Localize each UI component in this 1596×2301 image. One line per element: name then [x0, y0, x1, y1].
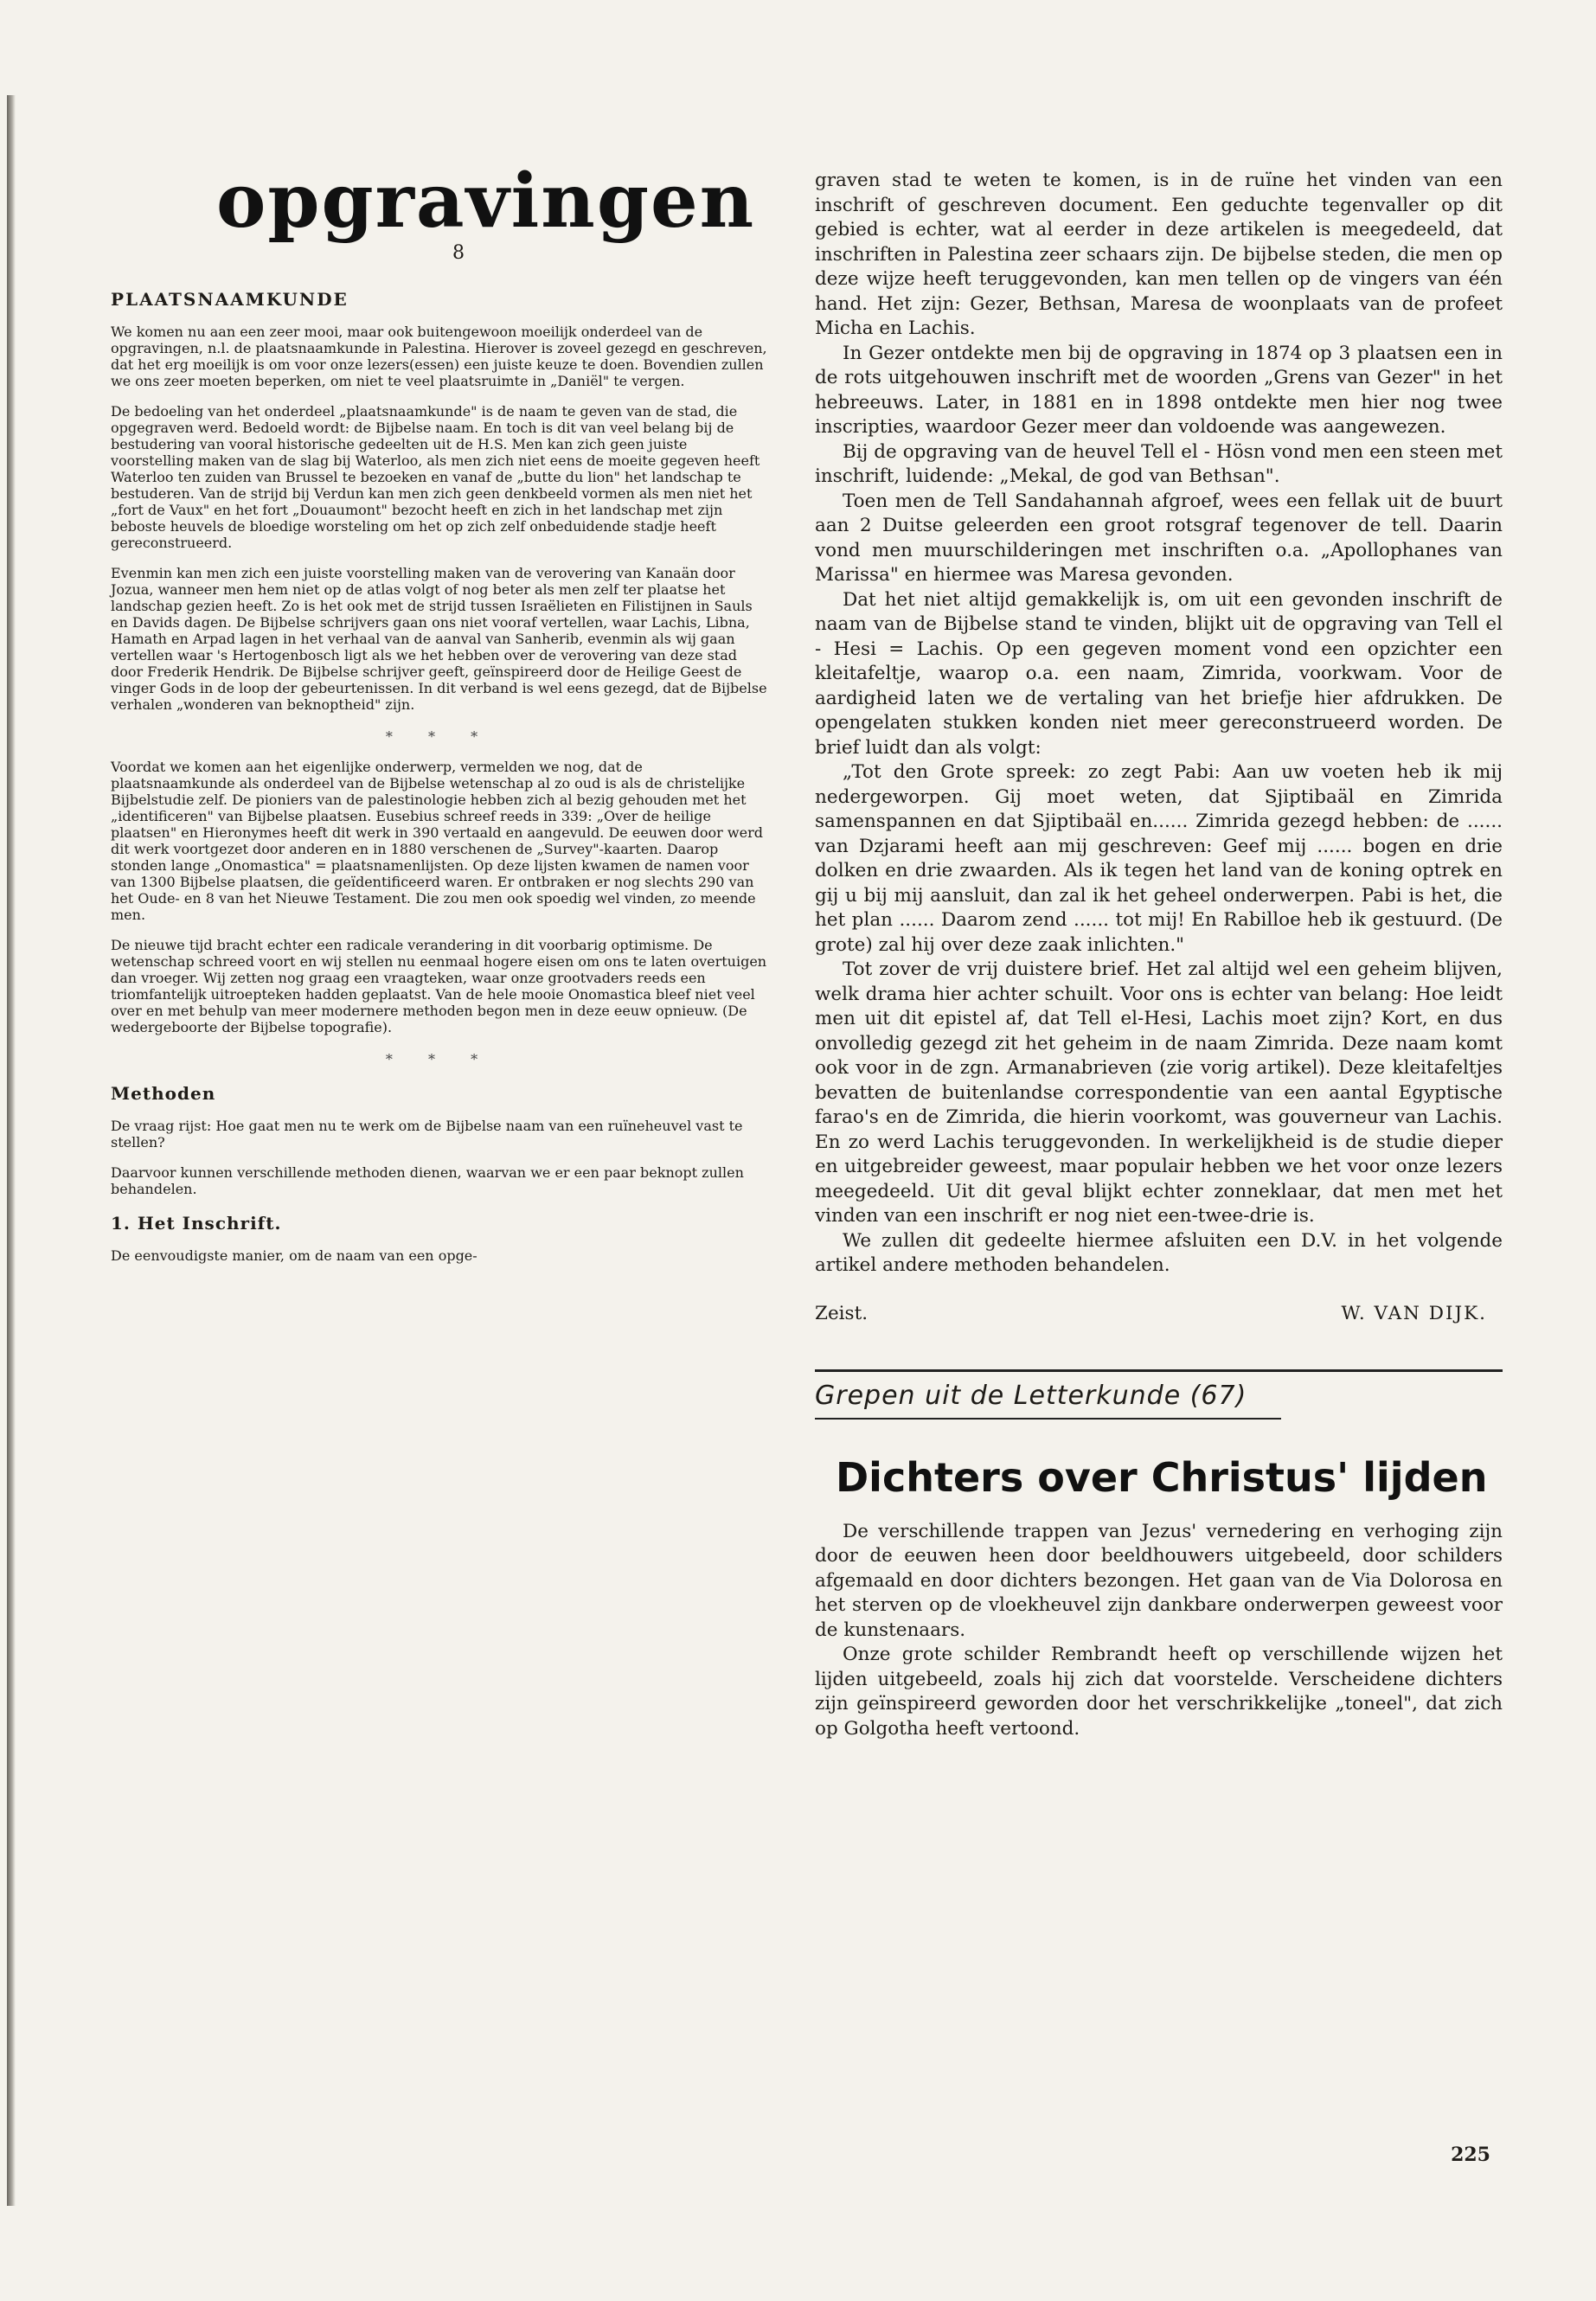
paragraph: De vraag rijst: Hoe gaat men nu te werk om de Bijbelse naam van een ruïneheuvel vast te stellen?	[111, 1118, 743, 1150]
section-divider-stars: * * *	[385, 728, 494, 745]
article-header	[216, 157, 756, 264]
paragraph: We komen nu aan een zeer mooi, maar ook buitengewoon moeilijk onderdeel van de opgravingen, n.l. de plaatsnaamkunde in Palestina. Hierover is zoveel gezegd en geschreven, dat het erg moeilijk is om voor onze lezers(essen) een juiste keuze te doen. Bovendien zullen we ons zeer moeten beperken, om niet te veel plaatsruimte in „Daniël" te vergen.	[111, 324, 767, 389]
signature-author: W. VAN DIJK.	[1341, 1302, 1487, 1324]
section-divider-stars: * * *	[385, 1051, 494, 1067]
paragraph: Evenmin kan men zich een juiste voorstelling maken van de verovering van Kanaän door Jozua, wanneer men hem niet op de atlas volgt of nog beter als men zelf ter plaatse het landschap gezien heeft. Zo is het ook met de strijd tussen Israëlieten en Filistijnen in Sauls en Davids dagen. De Bijbelse schrijvers gaan ons niet vooraf vertellen, waar Lachis, Libna, Hamath en Arpad lagen in het verhaal van de aanval van Sanherib, evenmin als wij gaan vertellen waar 's Hertogenbosch ligt als we het hebben over de verovering van deze stad door Frederik Hendrik. De Bijbelse schrijver geeft, geïnspireerd door de Heilige Geest de vinger Gods in de loop der gebeurtenissen. In dit verband is wel eens gezegd, dat de Bijbelse verhalen „wonderen van beknoptheid" zijn.	[111, 565, 767, 713]
article-title-opgravingen: opgravingen	[216, 157, 756, 245]
paragraph: In Gezer ontdekte men bij de opgraving in 1874 op 3 plaatsen een in de rots uitgehouwen inschrift met de woorden „Grens van Gezer" in het hebreeuws. Later, in 1881 en in 1898 ontdekte men hier nog twee inscripties, waardoor Gezer meer dan voldoende was aangewezen.	[815, 342, 1503, 438]
part-number: 8	[452, 242, 465, 264]
paragraph: Voordat we komen aan het eigenlijke onderwerp, vermelden we nog, dat de plaatsnaamkunde als onderdeel van de Bijbelse wetenschap al zo oud is als de christelijke Bijbelstudie zelf. De pioniers van de palestinologie hebben zich al bezig gehouden met het „identificeren" van Bijbelse plaatsen. Eusebius schreef reeds in 339: „Over de heilige plaatsen" en Hieronymes heeft dit werk in 390 vertaald en aangevuld. De eeuwen door werd dit werk voortgezet door anderen en in 1880 verschenen de „Survey"-kaarten. Daarop stonden lange „Onomastica" = plaatsnamenlijsten. Op deze lijsten kwamen de namen voor van 1300 Bijbelse plaatsen, die geïdentificeerd waren. Er ontbraken er nog slechts 290 van het Oude- en 8 van het Nieuwe Testament. Die zou men ook spoedig wel vinden, zo meende men.	[111, 759, 763, 923]
paragraph: Bij de opgraving van de heuvel Tell el - Hösn vond men een steen met inschrift, luidende: „Mekal, de god van Bethsan".	[815, 440, 1503, 487]
paragraph: De bedoeling van het onderdeel „plaatsnaamkunde" is de naam te geven van de stad, die opgegraven werd. Bedoeld wordt: de Bijbelse naam. En toch is dit van veel belang bij de bestudering van vooral historische gedeelten uit de H.S. Men kan zich geen juiste voorstelling maken van de slag bij Waterloo, als men zich niet eens de moeite gegeven heeft Waterloo ten zuiden van Brussel te bezoeken en vanaf de „butte du lion" het landschap te bestuderen. Van de strijd bij Verdun kan men zich geen denkbeeld vormen als men niet het „fort de Vaux" en het fort „Douaumont" bezocht heeft en zich in het landschap met zijn beboste heuvels de bloedige worsteling om het op zich zelf onbeduidende stadje heeft gereconstrueerd.	[111, 403, 760, 551]
paragraph: De eenvoudigste manier, om de naam van een opge-	[111, 1247, 478, 1264]
right-column	[815, 169, 1503, 1741]
article-title-dichters: Dichters over Christus' lijden	[836, 1453, 1488, 1501]
page-number: 225	[1451, 2144, 1490, 2166]
section-heading-inschrift: 1. Het Inschrift.	[111, 1213, 282, 1234]
series-heading: Grepen uit de Letterkunde (67)	[815, 1372, 1281, 1420]
paragraph: Toen men de Tell Sandahannah afgroef, wees een fellak uit de buurt aan 2 Duitse geleerden een groot rotsgraf tegenover de tell. Daarin vond men muurschilderingen met inschriften o.a. „Apollophanes van Marissa" en hiermee was Maresa gevonden.	[815, 490, 1503, 586]
paragraph: De nieuwe tijd bracht echter een radicale verandering in dit voorbarig optimisme. De wetenschap schreed voort en wij stellen nu eenmaal hogere eisen om ons te laten overtuigen dan vroeger. Wij zetten nog graag een vraagteken, waar onze grootvaders reeds een triomfantelijk uitroepteken hadden geplaatst. Van de hele mooie Onomastica bleef niet veel over en met behulp van meer modernere methoden begon men in deze eeuw opnieuw. (De wedergeboorte der Bijbelse topografie).	[111, 937, 767, 1035]
paragraph: graven stad te weten te komen, is in de ruïne het vinden van een inschrift of geschreven document. Een geduchte tegenvaller op dit gebied is echter, wat al eerder in deze artikelen is meegedeeld, dat inschriften in Palestina zeer schaars zijn. De bijbelse steden, die men op deze wijze heeft teruggevonden, kan men tellen op de vingers van één hand. Het zijn: Gezer, Bethsan, Maresa de woonplaats van de profeet Micha en Lachis.	[815, 170, 1503, 339]
signature-line	[815, 1303, 1503, 1324]
page-edge-shadow	[7, 95, 16, 2206]
paragraph: De verschillende trappen van Jezus' vernedering en verhoging zijn door de eeuwen heen door beeldhouwers uitgebeeld, door schilders afgemaald en door dichters bezongen. Het gaan van de Via Dolorosa en het sterven op de vloekheuvel zijn dankbare onderwerpen geweest voor de kunstenaars.	[815, 1520, 1503, 1641]
paragraph: Daarvoor kunnen verschillende methoden dienen, waarvan we er een paar beknopt zullen behandelen.	[111, 1164, 744, 1197]
paragraph: Tot zover de vrij duistere brief. Het zal altijd wel een geheim blijven, welk drama hier achter schuilt. Voor ons is echter van belang: Hoe leidt men uit dit epistel af, dat Tell el-Hesi, Lachis moet zijn? Kort, en dus onvolledig gezegd zit het geheim in de naam Zimrida. Deze naam komt ook voor in de zgn. Armanabrieven (zie vorig artikel). Deze kleitafeltjes bevatten de buitenlandse correspondentie van een aantal Egyptische farao's en de Zimrida, die hierin voorkomt, was gouverneur van Lachis. En zo werd Lachis teruggevonden. In werkelijkheid is de studie dieper en uitgebreider geweest, maar populair hebben we het voor onze lezers meegedeeld. Uit dit geval blijkt echter zonneklaar, dat men met het vinden van een inschrift er nog niet een-twee-drie is.	[815, 958, 1503, 1227]
paragraph: Dat het niet altijd gemakkelijk is, om uit een gevonden inschrift de naam van de Bijbelse stand te vinden, blijkt uit de opgraving van Tell el - Hesi = Lachis. Op een gegeven moment vond een opzichter een kleitafeltje, waarop o.a. een naam, Zimrida, voorkwam. Voor de aardigheid laten we de vertaling van het briefje hier afdrukken. De opengelaten stukken konden niet meer gereconstrueerd worden. De brief luidt dan als volgt:	[815, 588, 1503, 759]
signature-place: Zeist.	[815, 1302, 869, 1324]
paragraph: We zullen dit gedeelte hiermee afsluiten een D.V. in het volgende artikel andere methoden behandelen.	[815, 1229, 1503, 1276]
section-heading-methoden: Methoden	[111, 1083, 216, 1104]
paragraph: Onze grote schilder Rembrandt heeft op verschillende wijzen het lijden uitgebeeld, zoals hij zich dat voorstelde. Verscheidene dichters zijn geïnspireerd geworden door het verschrikkelijke „toneel", dat zich op Golgotha heeft vertoond.	[815, 1644, 1503, 1740]
quoted-letter: „Tot den Grote spreek: zo zegt Pabi: Aan uw voeten heb ik mij nedergeworpen. Gij moet weten, dat Sjiptibaäl en Zimrida samenspannen en dat Sjiptibaäl en...... Zimrida gezegd hebben: de ...... van Dzjarami heeft aan mij geschreven: Geef mij ...... bogen en drie dolken en drie zwaarden. Als ik tegen het land van de koning optrek en gij u bij mij aansluit, dan zal ik het geheel onderwerpen. Pabi is het, die het plan ...... Daarom zend ...... tot mij! En Rabilloe heb ik gestuurd. (De grote) zal hij over deze zaak inlichten."	[815, 761, 1503, 956]
section-heading-plaatsnaamkunde: PLAATSNAAMKUNDE	[111, 289, 349, 310]
left-column	[111, 289, 768, 1278]
